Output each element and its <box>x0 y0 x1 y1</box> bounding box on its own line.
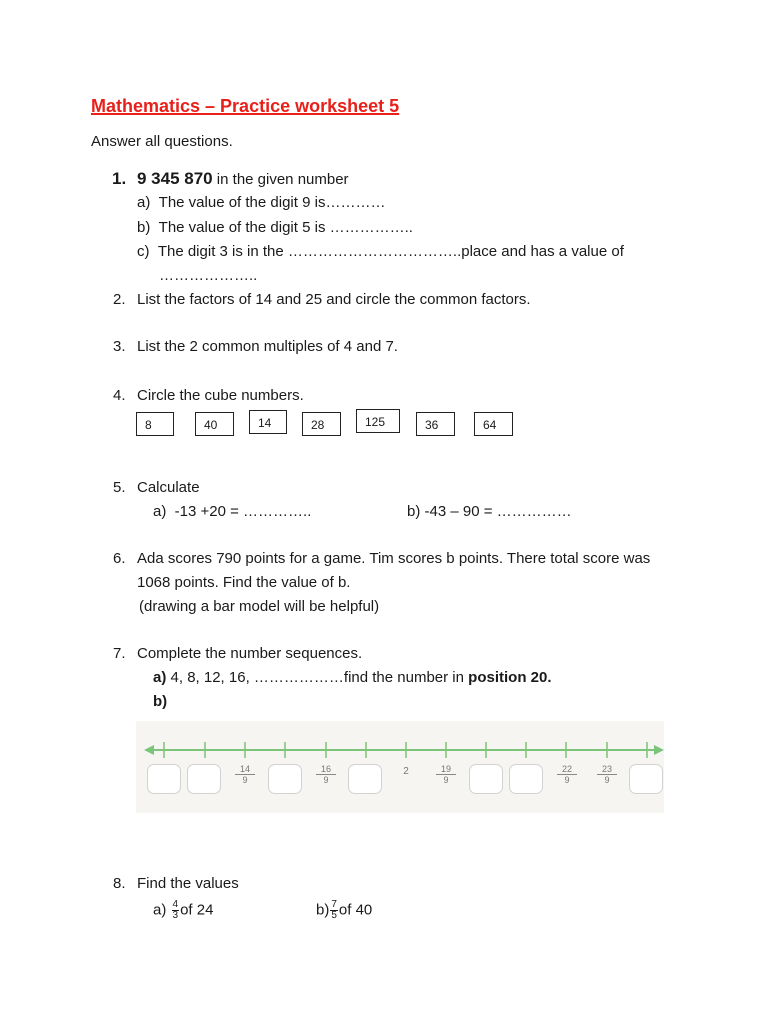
cube-candidate-box: 28 <box>302 412 341 436</box>
q3-label: 3. <box>113 338 126 355</box>
number-line-label-fraction: $\frac{22}{9}$ <box>557 764 577 785</box>
cube-candidate-box: 14 <box>249 410 287 434</box>
q2-label: 2. <box>113 291 126 308</box>
q1-given-number: 9 345 870 <box>137 169 213 188</box>
q2-text: List the factors of 14 and 25 and circle the common factors. <box>137 291 531 308</box>
q8-part-b-label: b) <box>316 901 330 919</box>
cube-candidate-box: 8 <box>136 412 174 436</box>
q7-part-a-label: a) <box>153 669 167 686</box>
q8-text: Find the values <box>137 875 239 892</box>
q8-part-a-text: of 24 <box>180 901 214 919</box>
q7-part-a-bold: position 20. <box>468 669 552 686</box>
number-line-arrow-left <box>144 745 154 755</box>
instruction-text: Answer all questions. <box>91 133 233 150</box>
q5-label: 5. <box>113 479 126 496</box>
q8-part-b <box>316 900 372 921</box>
q1-number-label: 1. <box>112 169 127 188</box>
q1-part-a: a) The value of the digit 9 is………… <box>137 194 386 211</box>
q3-text: List the 2 common multiples of 4 and 7. <box>137 338 398 355</box>
q8-part-a <box>153 900 213 921</box>
page-title: Mathematics – Practice worksheet 5 <box>91 96 400 116</box>
q6-line-1: Ada scores 790 points for a game. Tim scores b points. There total score was <box>137 550 651 567</box>
number-line-blank-box[interactable] <box>187 764 221 794</box>
q4-label: 4. <box>113 387 126 404</box>
number-line-blank-box[interactable] <box>348 764 382 794</box>
q5-part-b: b) -43 – 90 = …………… <box>407 503 572 520</box>
q7-part-a-text: 4, 8, 12, 16, ………………find the number in <box>166 669 469 686</box>
number-line-label-fraction: $\frac{19}{9}$ <box>436 764 456 785</box>
q7-part-b-label: b) <box>153 693 168 710</box>
number-line-label-integer: 2 <box>403 766 409 777</box>
number-line-blank-box[interactable] <box>629 764 663 794</box>
number-line-blank-box[interactable] <box>469 764 503 794</box>
q8-part-b-text: of 40 <box>338 901 373 919</box>
q5-part-a: a) -13 +20 = ………….. <box>153 503 312 520</box>
number-line-blank-box[interactable] <box>147 764 181 794</box>
q8-part-a-fraction: $\frac{4}{3}$ <box>172 899 179 921</box>
q7-text: Complete the number sequences. <box>137 645 363 662</box>
q8-part-b-fraction: $\frac{7}{5}$ <box>331 899 337 921</box>
q5-text: Calculate <box>137 479 200 496</box>
q1-part-c-continued: ……………….. <box>159 267 258 284</box>
q7-part-a <box>153 669 552 686</box>
q6-line-3: (drawing a bar model will be helpful) <box>139 598 380 615</box>
number-line-blank-box[interactable] <box>268 764 302 794</box>
q8-part-a-label: a) <box>153 901 167 919</box>
q1-part-b: b) The value of the digit 5 is …………….. <box>137 219 413 236</box>
cube-candidate-box: 125 <box>356 409 400 433</box>
number-line-blank-box[interactable] <box>509 764 543 794</box>
number-line-label-fraction: $\frac{14}{9}$ <box>235 764 255 785</box>
q6-line-2: 1068 points. Find the value of b. <box>137 574 351 591</box>
q1-stem <box>137 169 349 189</box>
number-line-label-fraction: $\frac{16}{9}$ <box>316 764 336 785</box>
q4-text: Circle the cube numbers. <box>137 387 304 404</box>
cube-candidate-box: 64 <box>474 412 513 436</box>
q1-stem-text: in the given number <box>212 171 349 188</box>
q7-label: 7. <box>113 645 126 662</box>
cube-candidate-box: 36 <box>416 412 455 436</box>
q6-label: 6. <box>113 550 126 567</box>
q1-part-c: c) The digit 3 is in the ……………………………..place and has a value of <box>137 243 624 260</box>
number-line-label-fraction: $\frac{23}{9}$ <box>597 764 617 785</box>
q8-label: 8. <box>113 875 126 892</box>
number-line-arrow-right <box>654 745 664 755</box>
cube-candidate-box: 40 <box>195 412 234 436</box>
